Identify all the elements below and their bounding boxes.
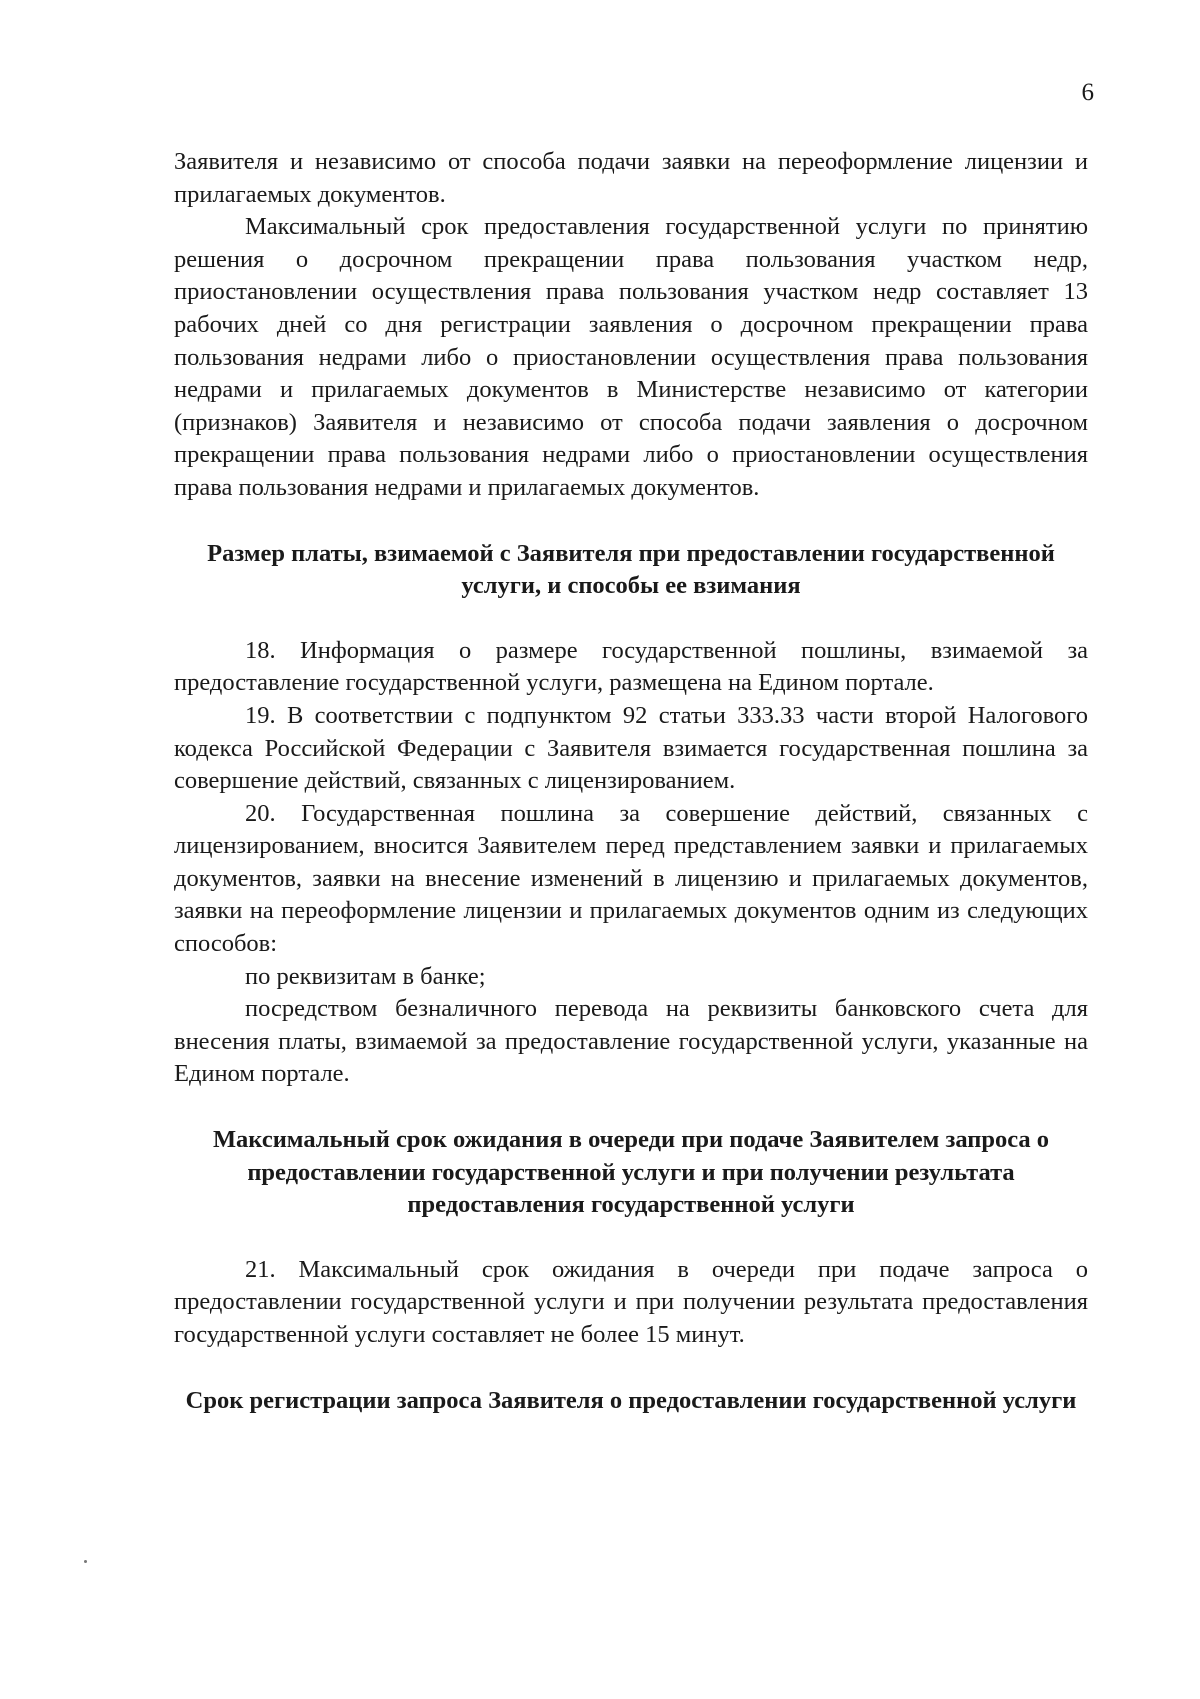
paragraph-item-20: 20. Государственная пошлина за совершение действий, связанных с лицензированием, вносится Заявителем перед представлением заявки и прилагаемых документов, заявки на внесение изменений в лицензию и прилагаемых документов, заявки на переоформление лицензии и прилагаемых документов одним из следующих способов: xyxy=(174,799,1088,958)
section-heading-queue: Максимальный срок ожидания в очереди при подаче Заявителем запроса о предоставлении государственной услуги и при получении результата предоставления государственной услуги xyxy=(212,1126,1050,1219)
document-body xyxy=(174,146,1088,1417)
page-number: 6 xyxy=(1081,79,1094,106)
paragraph-payment-cashless: посредством безналичного перевода на реквизиты банковского счета для внесения платы, взимаемой за предоставление государственной услуги, указанные на Едином портале. xyxy=(174,995,1088,1088)
section-heading-fee: Размер платы, взимаемой с Заявителя при предоставлении государственной услуги, и способы ее взимания xyxy=(207,539,1055,600)
paragraph-max-term: Максимальный срок предоставления государственной услуги по принятию решения о досрочном прекращении права пользования участком недр, приостановлении осуществления права пользования участком недр составляет 13 рабочих дней со дня регистрации заявления о досрочном прекращении права пользования недрами либо о приостановлении осуществления права пользования недрами и прилагаемых документов в Министерстве независимо от категории (признаков) Заявителя и независимо от способа подачи заявления о досрочном прекращении права пользования недрами либо о приостановлении осуществления права пользования недрами и прилагаемых документов. xyxy=(174,213,1088,501)
paragraph-payment-bank: по реквизитам в банке; xyxy=(245,962,486,990)
scan-speck xyxy=(84,1560,87,1563)
paragraph-item-21: 21. Максимальный срок ожидания в очереди при подаче запроса о предоставлении государственной услуги и при получении результата предоставления государственной услуги составляет не более 15 минут. xyxy=(174,1255,1088,1348)
paragraph-item-18: 18. Информация о размере государственной пошлины, взимаемой за предоставление государственной услуги, размещена на Едином портале. xyxy=(174,636,1088,697)
section-heading-registration: Срок регистрации запроса Заявителя о предоставлении государственной услуги xyxy=(185,1386,1077,1414)
paragraph-continuation: Заявителя и независимо от способа подачи заявки на переоформление лицензии и прилагаемых документов. xyxy=(174,148,1088,208)
paragraph-item-19: 19. В соответствии с подпунктом 92 статьи 333.33 части второй Налогового кодекса Российской Федерации с Заявителя взимается государственная пошлина за совершение действий, связанных с лицензированием. xyxy=(174,701,1088,795)
